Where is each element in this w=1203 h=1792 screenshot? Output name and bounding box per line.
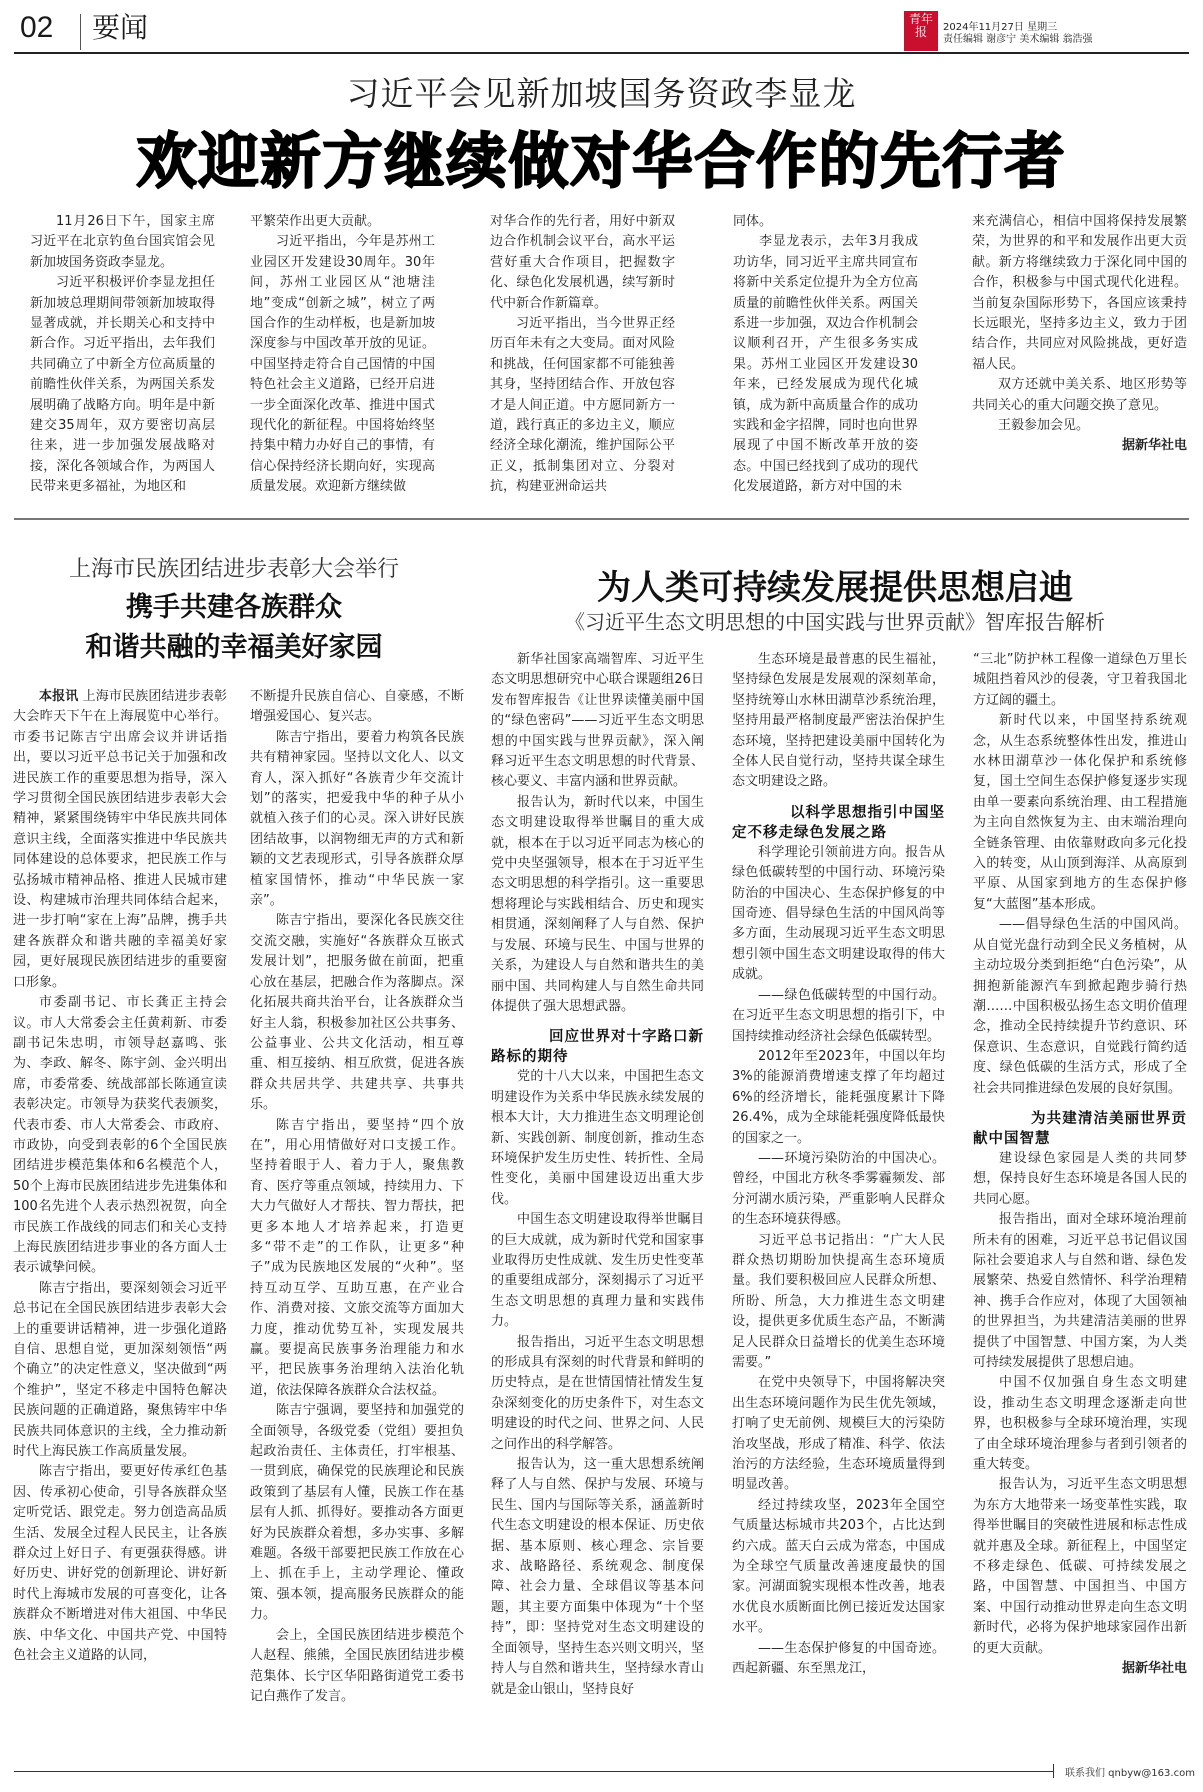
paragraph: 报告认为，新时代以来，中国生态文明建设取得举世瞩目的重大成就，根本在于以习近平同志为核心的党中央坚强领导，根本在于习近平生态文明思想的科学指引。这一重要思想将理论与实践相结合、历史和现实相贯通，深刻阐释了人与自然、保护与发展、环境与民生、中国与世界的关系，为建设人与自然和谐共生的美丽中国、共同构建人与自然生命共同体提供了强大思想武器。 bbox=[491, 794, 704, 1014]
paragraph: 新华社国家高端智库、习近平生态文明思想研究中心联合课题组26日发布智库报告《让世界读懂美丽中国的“绿色密码”——习近平生态文明思想的中国实践与世界贡献》，深入阐释习近平生态文明思想的时代背景、核心要义、丰富内涵和世界贡献。 bbox=[491, 652, 704, 790]
edition-editors: 责任编辑 谢彦宁 美术编辑 翁浩强 bbox=[943, 34, 1093, 45]
paragraph: “三北”防护林工程像一道绿色万里长城阻挡着风沙的侵袭，守卫着我国北方辽阔的疆土。 bbox=[973, 652, 1187, 708]
paragraph: 习近平总书记指出：“广大人民群众热切期盼加快提高生态环境质量。我们要积极回应人民群众所想、所盼、所急，大力推进生态文明建设，提供更多优质生态产品，不断满足人民群众日益增长的优美生态环境需要。” bbox=[732, 1232, 945, 1370]
paragraph: 新时代以来，中国坚持系统观念，从生态系统整体性出发，推进山水林田湖草沙一体化保护和系统修复，国土空间生态保护修复逐步实现由单一要素向系统治理、由工程措施为主向自然恢复为主、由末端治理向全链条管理、由依靠财政向多元化投入的转变，从山顶到海洋、从高原到平原、从国家到地方的生态保护修复“大蓝图”基本形成。 bbox=[973, 713, 1187, 912]
paragraph: 不断提升民族自信心、自豪感，不断增强爱国心、复兴志。 bbox=[250, 689, 464, 725]
masthead-rule bbox=[14, 52, 1189, 54]
paragraph: 11月26日下午，国家主席习近平在北京钓鱼台国宾馆会见新加坡国务资政李显龙。 bbox=[30, 214, 215, 270]
top-story-headline: 欢迎新方继续做对华合作的先行者 bbox=[136, 127, 1067, 197]
top-story-column-4 bbox=[733, 212, 918, 498]
paragraph: 陈吉宁指出，要着力构筑各民族共有精神家园。坚持以文化人、以文育人，深入抓好“各族青少年交流计划”的落实，把爱我中华的种子从小就植入孩子们的心灵。深入讲好民族团结故事，以润物细无声的方式和新颖的文艺表现形式，引导各族群众厚植家国情怀，推动“中华民族一家亲”。 bbox=[250, 729, 464, 909]
paragraph: 报告认为，这一重大思想系统阐释了人与自然、保护与发展、环境与民生、国内与国际等关系，涵盖新时代生态文明建设的根本保证、历史依据、基本原则、核心理念、宗旨要求、战略路径、系统观念、制度保障、社会力量、全球倡议等基本问题，其主要方面集中体现为“十个坚持”，即：坚持党对生态文明建设的全面领导，坚持生态兴则文明兴，坚持人与自然和谐共生，坚持绿水青山就是金山银山，坚持良好 bbox=[491, 1457, 704, 1697]
section-divider bbox=[14, 518, 1189, 520]
lead-paragraph bbox=[13, 687, 227, 993]
paragraph: 来充满信心，相信中国将保持发展繁荣，为世界的和平和发展作出更大贡献。新方将继续致力于深化同中国的合作，积极参与中国式现代化进程。当前复杂国际形势下，各国应该秉持长远眼光，坚持多边主义，致力于团结合作，共同应对风险挑战，更好造福人民。 bbox=[972, 214, 1187, 372]
lead-text: 上海市民族团结进步表彰大会昨天下午在上海展览中心举行。市委书记陈吉宁出席会议并讲话指出，要以习近平总书记关于加强和改进民族工作的重要思想为指导，深入学习贯彻全国民族团结进步表彰大会精神，紧紧围绕铸牢中华民族共同体意识主线，全面落实推进中华民族共同体建设的总体要求，把民族工作与弘扬城市精神品格、推进人民城市建设、构建城市治理共同体结合起来，进一步打响“家在上海”品牌，携手共建各族群众和谐共融的幸福美好家园，更好展现民族团结进步的重要窗口形象。 bbox=[13, 689, 227, 990]
paragraph: 习近平指出，今年是苏州工业园区开发建设30周年。30年间，苏州工业园区从“池塘洼地”变成“创新之城”，树立了两国合作的生动样板，也是新加坡深度参与中国改革开放的见证。中国坚持走符合自己国情的中国特色社会主义道路，已经开启进一步全面深化改革、推进中国式现代化的新征程。中国将始终坚持集中精力办好自己的事情，有信心保持经济长期向好，实现高质量发展。欢迎新方继续做 bbox=[250, 234, 435, 495]
top-story-column-3 bbox=[490, 212, 675, 498]
eco-story-title: 为人类可持续发展提供思想启迪 bbox=[597, 568, 1073, 608]
shanghai-title-line-1: 携手共建各族群众 bbox=[126, 592, 342, 623]
paragraph: 科学理论引领前进方向。报告从绿色低碳转型的中国行动、环境污染防治的中国决心、生态保护修复的中国奇迹、倡导绿色生活的中国风尚等多方面，生动展现习近平生态文明思想引领中国生态文明建设取得的伟大成就。 bbox=[732, 844, 945, 983]
newspaper-logo: 青年报 bbox=[904, 11, 938, 51]
eco-story-column-1 bbox=[491, 650, 704, 1700]
shanghai-story-title bbox=[14, 588, 454, 668]
paragraph: 李显龙表示，去年3月我成功访华，同习近平主席共同宣布将新中关系定位提升为全方位高质量的前瞻性伙伴关系。两国关系进一步加强，双边合作机制会议顺利召开，产生很多务实成果。苏州工业园区开发建设30年来，已经发展成为现代化城镇，成为新中高质量合作的成功实践和金字招牌，同时也向世界展现了中国不断改革开放的姿态。中国已经找到了成功的现代化发展道路，新方对中国的未 bbox=[733, 234, 918, 495]
paragraph: 陈吉宁指出，要坚持“四个放在”，用心用情做好对口支援工作。坚持着眼于人、着力于人，聚焦教育、医疗等重点领域，持续用力、下大力气做好人才帮扶、智力帮扶，把更多本地人才培养起来，打造更多“带不走”的工作队，让更多“种子”成为民族地区发展的“火种”。坚持互动互学、互助互惠，在产业合作、消费对接、文旅交流等方面加大力度，推动优势互补，实现发展共赢。要提高民族事务治理能力和水平，把民族事务治理纳入法治化轨道，依法保障各族群众合法权益。 bbox=[250, 1117, 464, 1398]
paragraph: 中国生态文明建设取得举世瞩目的巨大成就，成为新时代党和国家事业取得历史性成就、发生历史性变革的重要组成部分，深刻揭示了习近平生态文明思想的真理力量和实践伟力。 bbox=[491, 1212, 704, 1330]
masthead-divider bbox=[80, 14, 81, 50]
shanghai-title-line-2: 和谐共融的幸福美好家园 bbox=[85, 632, 383, 663]
shanghai-story-column-1 bbox=[13, 687, 227, 1667]
eco-story-column-2 bbox=[732, 650, 945, 1680]
top-story-kicker: 习近平会见新加坡国务资政李显龙 bbox=[346, 74, 857, 113]
paragraph: 报告指出，习近平生态文明思想的形成具有深刻的时代背景和鲜明的历史特点，是在世情国情社情发生复杂深刻变化的历史条件下，对生态文明建设的时代之问、世界之问、人民之问作出的科学解答。 bbox=[491, 1334, 704, 1452]
subheading: 以科学思想指引中国坚定不移走绿色发展之路 bbox=[732, 804, 945, 841]
paragraph: 党的十八大以来，中国把生态文明建设作为关系中华民族永续发展的根本大计，大力推进生态文明理论创新、实践创新、制度创新，推动生态环境保护发生历史性、转折性、全局性变化，美丽中国建设迈出重大步伐。 bbox=[491, 1069, 704, 1207]
section-name: 要闻 bbox=[92, 11, 149, 44]
paragraph: 陈吉宁强调，要坚持和加强党的全面领导，各级党委（党组）要担负起政治责任、主体责任，打牢根基、一贯到底，确保党的民族理论和民族政策到了基层有人懂，民族工作在基层有人抓、抓得好。要推动各方面更好为民族群众着想，多办实事、多解难题。各级干部要把民族工作放在心上、抓在手上，主动学理论、懂政策、强本领，提高服务民族群众的能力。 bbox=[250, 1403, 464, 1623]
eco-story-subtitle: 《习近平生态文明思想的中国实践与世界贡献》智库报告解析 bbox=[565, 610, 1105, 634]
subheading: 为共建清洁美丽世界贡献中国智慧 bbox=[973, 1110, 1187, 1147]
paragraph: ——生态保护修复的中国奇迹。西起新疆、东至黑龙江， bbox=[732, 1640, 945, 1677]
paragraph: 同体。 bbox=[733, 214, 773, 229]
footer-rule bbox=[14, 1771, 1054, 1772]
paragraph: 习近平积极评价李显龙担任新加坡总理期间带领新加坡取得显著成就，并长期关心和支持中新合作。习近平指出，去年我们共同确立了中新全方位高质量的前瞻性伙伴关系，为两国关系发展明确了战略方向。明年是中新建交35周年，双方要密切高层往来，进一步加强发展战略对接，深化各领域合作，为两国人民带来更多福祉，为地区和 bbox=[30, 275, 215, 495]
shanghai-story-kicker: 上海市民族团结进步表彰大会举行 bbox=[68, 557, 399, 582]
edition-info bbox=[943, 22, 1093, 46]
paragraph: 会上，全国民族团结进步模范个人赵程、熊熊，全国民族团结进步模范集体、长宁区华阳路街道党工委书记白燕作了发言。 bbox=[250, 1627, 464, 1704]
paragraph: 平繁荣作出更大贡献。 bbox=[250, 214, 381, 229]
paragraph: 双方还就中美关系、地区形势等共同关心的重大问题交换了意见。 bbox=[972, 377, 1187, 413]
news-credit: 据新华社电 bbox=[1121, 1661, 1187, 1677]
shanghai-story-column-2 bbox=[250, 687, 464, 1707]
paragraph: 生态环境是最普惠的民生福祉，坚持绿色发展是发展观的深刻革命，坚持统筹山水林田湖草沙系统治理，坚持用最严格制度最严密法治保护生态环境，坚持把建设美丽中国转化为全体人民自觉行动，坚持共谋全球生态文明建设之路。 bbox=[732, 652, 945, 790]
paragraph: 陈吉宁指出，要深刻领会习近平总书记在全国民族团结进步表彰大会上的重要讲话精神，进一步强化道路自信、思想自觉，更加深刻领悟“两个确立”的决定性意义，坚决做到“两个维护”，坚定不移走中国特色解决民族问题的正确道路，聚焦铸牢中华民族共同体意识的主线，全力推动新时代上海民族工作高质量发展。 bbox=[13, 1280, 227, 1460]
paragraph: 经过持续攻坚，2023年全国空气质量达标城市共203个，占比达到约六成。蓝天白云成为常态，中国成为全球空气质量改善速度最快的国家。河湖面貌实现根本性改善，地表水优良水质断面比例已接近发达国家水平。 bbox=[732, 1497, 945, 1636]
paragraph: ——环境污染防治的中国决心。曾经，中国北方秋冬季雾霾频发、部分河湖水质污染，严重影响人民群众的生态环境获得感。 bbox=[732, 1150, 945, 1228]
paragraph: 报告认为，习近平生态文明思想为东方大地带来一场变革性实践，取得举世瞩目的突破性进展和标志性成就并惠及全球。新征程上，中国坚定不移走绿色、低碳、可持续发展之路，中国智慧、中国担当、中国方案、中国行动推动世界走向生态文明新时代，必将为保护地球家园作出新的更大贡献。 bbox=[973, 1477, 1187, 1656]
paragraph: 市委副书记、市长龚正主持会议。市人大常委会主任黄莉新、市委副书记朱忠明，市领导赵嘉鸣、张为、李政、解冬、陈宇剑、金兴明出席，市委常委、统战部部长陈通宣读表彰决定。市领导为获奖代表颁奖，代表市委、市人大常委会、市政府、市政协，向受到表彰的6个全国民族团结进步模范集体和6名模范个人，50个上海市民族团结进步先进集体和100名先进个人表示热烈祝贺，向全市民族工作战线的同志们和关心支持上海民族团结进步事业的各方面人士表示诚挚问候。 bbox=[13, 995, 227, 1276]
paragraph: 中国不仅加强自身生态文明建设，推动生态文明理念逐渐走向世界，也积极参与全球环境治理，实现了由全球环境治理参与者到引领者的重大转变。 bbox=[973, 1375, 1187, 1473]
paragraph: 2012年至2023年，中国以年均3%的能源消费增速支撑了年均超过6%的经济增长，能耗强度累计下降26.4%，成为全球能耗强度降低最快的国家之一。 bbox=[732, 1048, 945, 1146]
subheading: 回应世界对十字路口新路标的期待 bbox=[491, 1029, 704, 1066]
news-credit: 据新华社电 bbox=[1121, 438, 1187, 454]
page-number: 02 bbox=[20, 11, 54, 44]
contact-info: 联系我们 qnbyw@163.com bbox=[1065, 1768, 1195, 1779]
paragraph: 建设绿色家园是人类的共同梦想，保持良好生态环境是各国人民的共同心愿。 bbox=[973, 1150, 1187, 1207]
eco-story-column-3 bbox=[973, 650, 1187, 1680]
paragraph: 在党中央领导下，中国将解决突出生态环境问题作为民生优先领域，打响了史无前例、规模巨大的污染防治攻坚战，形成了精准、科学、依法治污的方法经验，生态环境质量得到明显改善。 bbox=[732, 1375, 945, 1493]
paragraph: 陈吉宁指出，要深化各民族交往交流交融，实施好“各族群众互嵌式发展计划”，把服务做在前面，把重心放在基层，把融合作为落脚点。深化拓展共商共治平台，让各族群众当好主人翁，积极参加社区公共事务、公益事业、公共文化活动，相互尊重、相互接纳、相互欣赏，促进各族群众共居共学、共建共享、共事共乐。 bbox=[250, 913, 464, 1113]
paragraph: 报告指出，面对全球环境治理前所未有的困难，习近平总书记倡议国际社会要追求人与自然和谐、绿色发展繁荣、热爱自然情怀、科学治理精神、携手合作应对，体现了大国领袖的世界担当，为共建清洁美丽的世界提供了中国智慧、中国方案，为人类可持续发展提供了思想启迪。 bbox=[973, 1212, 1187, 1370]
edition-date: 2024年11月27日 星期三 bbox=[943, 22, 1058, 33]
paragraph: ——倡导绿色生活的中国风尚。从自觉光盘行动到全民义务植树，从主动垃圾分类到拒绝“白色污染”，从拥抱新能源汽车到掀起跑步骑行热潮……中国积极弘扬生态文明价值理念，推动全民持续提升节约意识、环保意识、生态意识，自觉践行简约适度、绿色低碳的生活方式，形成了全社会共同推进绿色发展的良好氛围。 bbox=[973, 917, 1187, 1096]
paragraph: ——绿色低碳转型的中国行动。在习近平生态文明思想的指引下，中国持续推动经济社会绿色低碳转型。 bbox=[732, 987, 945, 1044]
top-story-column-5 bbox=[972, 212, 1187, 457]
paragraph: 王毅参加会见。 bbox=[998, 418, 1090, 434]
paragraph: 习近平指出，当今世界正经历百年未有之大变局。面对风险和挑战，任何国家都不可能独善其身，坚持团结合作、开放包容才是人间正道。中方愿同新方一道，践行真正的多边主义，顺应经济全球化潮流，维护国际公平正义，抵制集团对立、分裂对抗，构建亚洲命运共 bbox=[490, 316, 675, 495]
top-story-column-1 bbox=[30, 212, 215, 498]
paragraph: 对华合作的先行者，用好中新双边合作机制会议平台，高水平运营好重大合作项目，把握数字化、绿色化发展机遇，续写新时代中新合作新篇章。 bbox=[490, 214, 675, 311]
lead-label: 本报讯 bbox=[39, 689, 79, 704]
footer-rule-tick bbox=[1053, 1764, 1054, 1778]
paragraph: 陈吉宁指出，要更好传承红色基因、传承初心使命，引导各族群众坚定听党话、跟党走。努力创造高品质生活、发展全过程人民民主，让各族群众过上好日子、有更强获得感。讲好历史、讲好党的创新理论、讲好新时代上海城市发展的可喜变化，让各族群众不断增进对伟大祖国、中华民族、中华文化、中国共产党、中国特色社会主义道路的认同， bbox=[13, 1464, 227, 1664]
top-story-column-2 bbox=[250, 212, 435, 498]
